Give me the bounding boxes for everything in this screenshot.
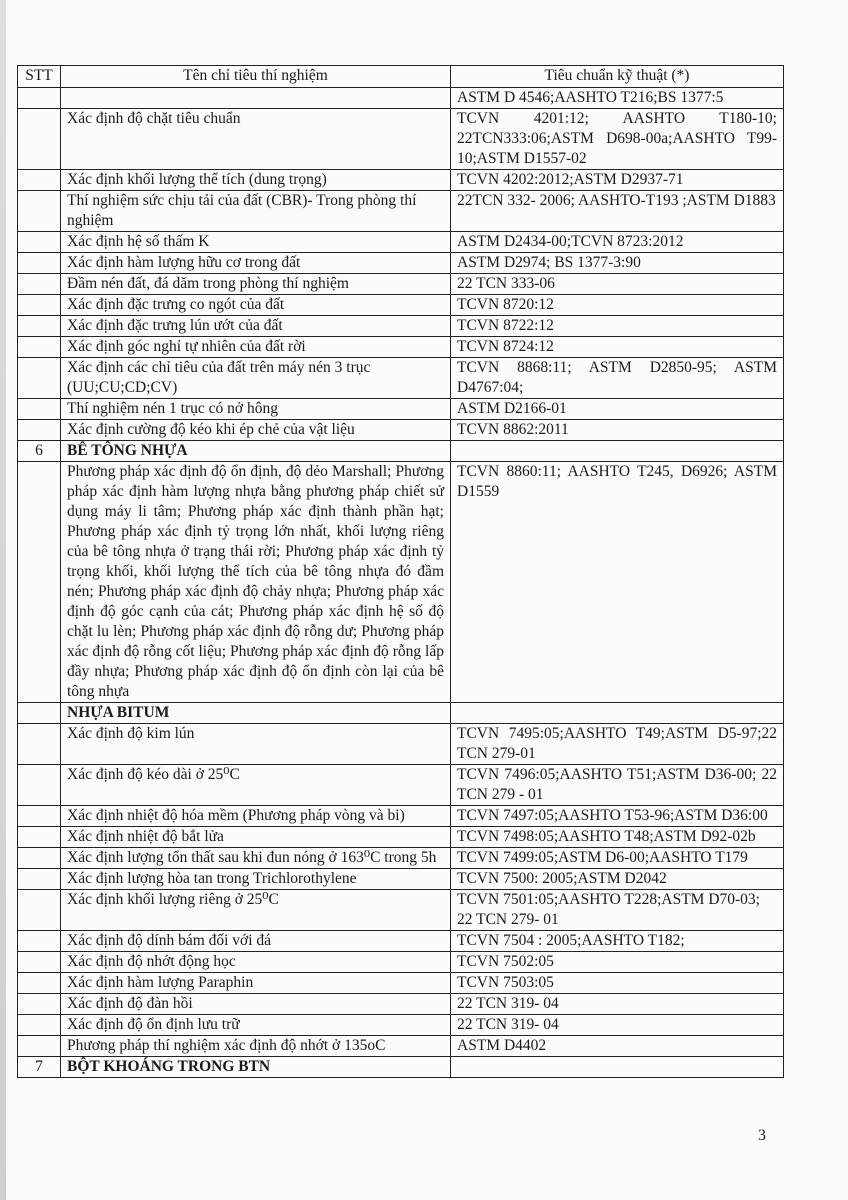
row-test-name: Xác định cường độ kéo khi ép chẻ của vật liệu bbox=[61, 420, 451, 441]
row-standard: 22TCN 332- 2006; AASHTO-T193 ;ASTM D1883 bbox=[451, 191, 784, 232]
table-row bbox=[18, 462, 784, 703]
section-row bbox=[18, 441, 784, 462]
row-test-name: Thí nghiệm sức chịu tải của đất (CBR)- Trong phòng thí nghiệm bbox=[61, 191, 451, 232]
row-test-name: Xác định hàm lượng hữu cơ trong đất bbox=[61, 253, 451, 274]
table-row bbox=[18, 232, 784, 253]
table-row bbox=[18, 295, 784, 316]
row-standard bbox=[451, 703, 784, 724]
header-test-name: Tên chỉ tiêu thí nghiệm bbox=[61, 66, 451, 88]
row-stt bbox=[18, 232, 61, 253]
table-row bbox=[18, 765, 784, 806]
table-row bbox=[18, 358, 784, 399]
row-stt bbox=[18, 724, 61, 765]
table-row bbox=[18, 952, 784, 973]
row-test-name: BỘT KHOÁNG TRONG BTN bbox=[61, 1057, 451, 1078]
row-test-name: Xác định độ nhớt động học bbox=[61, 952, 451, 973]
row-test-name: Xác định độ chặt tiêu chuẩn bbox=[61, 109, 451, 170]
row-stt bbox=[18, 358, 61, 399]
row-stt bbox=[18, 1015, 61, 1036]
row-standard: TCVN 7504 : 2005;AASHTO T182; bbox=[451, 931, 784, 952]
table-row bbox=[18, 274, 784, 295]
row-standard: TCVN 4201:12; AASHTO T180-10; 22TCN333:06;ASTM D698-00a;AASHTO T99-10;ASTM D1557-02 bbox=[451, 109, 784, 170]
table-row bbox=[18, 170, 784, 191]
table-row bbox=[18, 848, 784, 869]
table-row bbox=[18, 931, 784, 952]
row-test-name: Xác định đặc trưng lún ướt của đất bbox=[61, 316, 451, 337]
row-standard: 22 TCN 319- 04 bbox=[451, 994, 784, 1015]
row-stt bbox=[18, 827, 61, 848]
row-stt bbox=[18, 462, 61, 703]
row-standard: TCVN 7503:05 bbox=[451, 973, 784, 994]
table-row bbox=[18, 827, 784, 848]
row-stt bbox=[18, 994, 61, 1015]
row-standard: 22 TCN 333-06 bbox=[451, 274, 784, 295]
row-standard: TCVN 7499:05;ASTM D6-00;AASHTO T179 bbox=[451, 848, 784, 869]
row-test-name: Phương pháp thí nghiệm xác định độ nhớt ở 135oC bbox=[61, 1036, 451, 1057]
row-stt bbox=[18, 952, 61, 973]
row-test-name: Xác định độ đàn hồi bbox=[61, 994, 451, 1015]
row-standard: TCVN 7498:05;AASHTO T48;ASTM D92-02b bbox=[451, 827, 784, 848]
row-stt bbox=[18, 274, 61, 295]
row-standard: TCVN 8722:12 bbox=[451, 316, 784, 337]
table-row bbox=[18, 1015, 784, 1036]
row-standard: TCVN 7501:05;AASHTO T228;ASTM D70-03; 22 TCN 279- 01 bbox=[451, 890, 784, 931]
row-test-name: Xác định khối lượng riêng ở 25⁰C bbox=[61, 890, 451, 931]
row-stt bbox=[18, 420, 61, 441]
row-stt: 7 bbox=[18, 1057, 61, 1078]
table-row bbox=[18, 88, 784, 109]
row-test-name: Xác định độ dính bám đối với đá bbox=[61, 931, 451, 952]
row-stt bbox=[18, 88, 61, 109]
row-stt bbox=[18, 890, 61, 931]
row-standard: TCVN 8868:11; ASTM D2850-95; ASTM D4767:04; bbox=[451, 358, 784, 399]
row-stt bbox=[18, 848, 61, 869]
row-standard: ASTM D4402 bbox=[451, 1036, 784, 1057]
row-test-name: BÊ TÔNG NHỰA bbox=[61, 441, 451, 462]
row-stt bbox=[18, 703, 61, 724]
row-standard: TCVN 7502:05 bbox=[451, 952, 784, 973]
table-row bbox=[18, 869, 784, 890]
scan-edge bbox=[0, 0, 6, 1200]
row-stt bbox=[18, 316, 61, 337]
table-header-row bbox=[18, 66, 784, 88]
page-number: 3 bbox=[758, 1127, 766, 1144]
table-row bbox=[18, 973, 784, 994]
table-row bbox=[18, 806, 784, 827]
row-standard: TCVN 4202:2012;ASTM D2937-71 bbox=[451, 170, 784, 191]
table-row bbox=[18, 724, 784, 765]
row-standard: TCVN 7496:05;AASHTO T51;ASTM D36-00; 22 TCN 279 - 01 bbox=[451, 765, 784, 806]
section-row bbox=[18, 1057, 784, 1078]
header-stt: STT bbox=[18, 66, 61, 88]
row-standard: TCVN 8720:12 bbox=[451, 295, 784, 316]
row-test-name: Thí nghiệm nén 1 trục có nở hông bbox=[61, 399, 451, 420]
header-standard: Tiêu chuẩn kỹ thuật (*) bbox=[451, 66, 784, 88]
row-test-name: Phương pháp xác định độ ổn định, độ dẻo Marshall; Phương pháp xác định hàm lượng nhựa bằng phương pháp chiết sử dụng máy li tâm; Phương pháp xác định thành phần hạt; Phương pháp xác định tỷ trọng lớn nhất, khối lượng riêng của bê tông nhựa ở trạng thái rời; Phương pháp xác định tỷ trọng khối, khối lượng thể tích của bê tông nhựa đó đầm nén; Phương pháp xác định độ chảy nhựa; Phương pháp xác định độ góc cạnh của cát; Phương pháp xác định hệ số độ chặt lu lèn; Phương pháp xác định độ rỗng dư; Phương pháp xác định độ rỗng cốt liệu; Phương pháp xác định độ rỗng lấp đầy nhựa; Phương pháp xác định độ ổn định còn lại của bê tông nhựa bbox=[61, 462, 451, 703]
section-row bbox=[18, 703, 784, 724]
row-test-name: Xác định góc nghỉ tự nhiên của đất rời bbox=[61, 337, 451, 358]
row-stt bbox=[18, 337, 61, 358]
row-test-name: Xác định hàm lượng Paraphin bbox=[61, 973, 451, 994]
table-row bbox=[18, 399, 784, 420]
row-test-name: Xác định độ kim lún bbox=[61, 724, 451, 765]
row-standard: TCVN 7497:05;AASHTO T53-96;ASTM D36:00 bbox=[451, 806, 784, 827]
row-stt bbox=[18, 869, 61, 890]
row-test-name: Xác định độ ổn định lưu trữ bbox=[61, 1015, 451, 1036]
row-standard: ASTM D 4546;AASHTO T216;BS 1377:5 bbox=[451, 88, 784, 109]
row-test-name: Xác định khối lượng thể tích (dung trọng) bbox=[61, 170, 451, 191]
row-stt bbox=[18, 109, 61, 170]
row-standard: ASTM D2166-01 bbox=[451, 399, 784, 420]
table-row bbox=[18, 420, 784, 441]
row-standard bbox=[451, 1057, 784, 1078]
row-stt bbox=[18, 765, 61, 806]
table-row bbox=[18, 1036, 784, 1057]
row-test-name: Xác định nhiệt độ bắt lửa bbox=[61, 827, 451, 848]
row-stt bbox=[18, 295, 61, 316]
row-test-name: Xác định nhiệt độ hóa mềm (Phương pháp vòng và bi) bbox=[61, 806, 451, 827]
row-test-name: Xác định đặc trưng co ngót của đất bbox=[61, 295, 451, 316]
row-standard: TCVN 7495:05;AASHTO T49;ASTM D5-97;22 TCN 279-01 bbox=[451, 724, 784, 765]
row-stt bbox=[18, 1036, 61, 1057]
row-test-name bbox=[61, 88, 451, 109]
row-standard: TCVN 8724:12 bbox=[451, 337, 784, 358]
row-stt bbox=[18, 973, 61, 994]
table-row bbox=[18, 890, 784, 931]
row-stt bbox=[18, 931, 61, 952]
row-stt bbox=[18, 399, 61, 420]
row-stt: 6 bbox=[18, 441, 61, 462]
row-stt bbox=[18, 170, 61, 191]
row-standard: TCVN 8862:2011 bbox=[451, 420, 784, 441]
row-test-name: Xác định hệ số thấm K bbox=[61, 232, 451, 253]
row-stt bbox=[18, 806, 61, 827]
table-row bbox=[18, 994, 784, 1015]
row-test-name: Xác định các chỉ tiêu của đất trên máy nén 3 trục (UU;CU;CD;CV) bbox=[61, 358, 451, 399]
row-test-name: Xác định lượng tổn thất sau khi đun nóng ở 163⁰C trong 5h bbox=[61, 848, 451, 869]
row-standard bbox=[451, 441, 784, 462]
row-test-name: Xác định độ kéo dài ở 25⁰C bbox=[61, 765, 451, 806]
table-row bbox=[18, 337, 784, 358]
row-test-name: Đầm nén đất, đá dăm trong phòng thí nghiệm bbox=[61, 274, 451, 295]
table-row bbox=[18, 316, 784, 337]
row-standard: ASTM D2974; BS 1377-3:90 bbox=[451, 253, 784, 274]
row-test-name: Xác định lượng hòa tan trong Trichlorothylene bbox=[61, 869, 451, 890]
row-standard: TCVN 7500: 2005;ASTM D2042 bbox=[451, 869, 784, 890]
row-stt bbox=[18, 191, 61, 232]
table-row bbox=[18, 109, 784, 170]
table-row bbox=[18, 253, 784, 274]
row-stt bbox=[18, 253, 61, 274]
table-row bbox=[18, 191, 784, 232]
row-standard: ASTM D2434-00;TCVN 8723:2012 bbox=[451, 232, 784, 253]
test-standards-table bbox=[17, 65, 784, 1078]
row-standard: 22 TCN 319- 04 bbox=[451, 1015, 784, 1036]
row-standard: TCVN 8860:11; AASHTO T245, D6926; ASTM D1559 bbox=[451, 462, 784, 703]
row-test-name: NHỰA BITUM bbox=[61, 703, 451, 724]
